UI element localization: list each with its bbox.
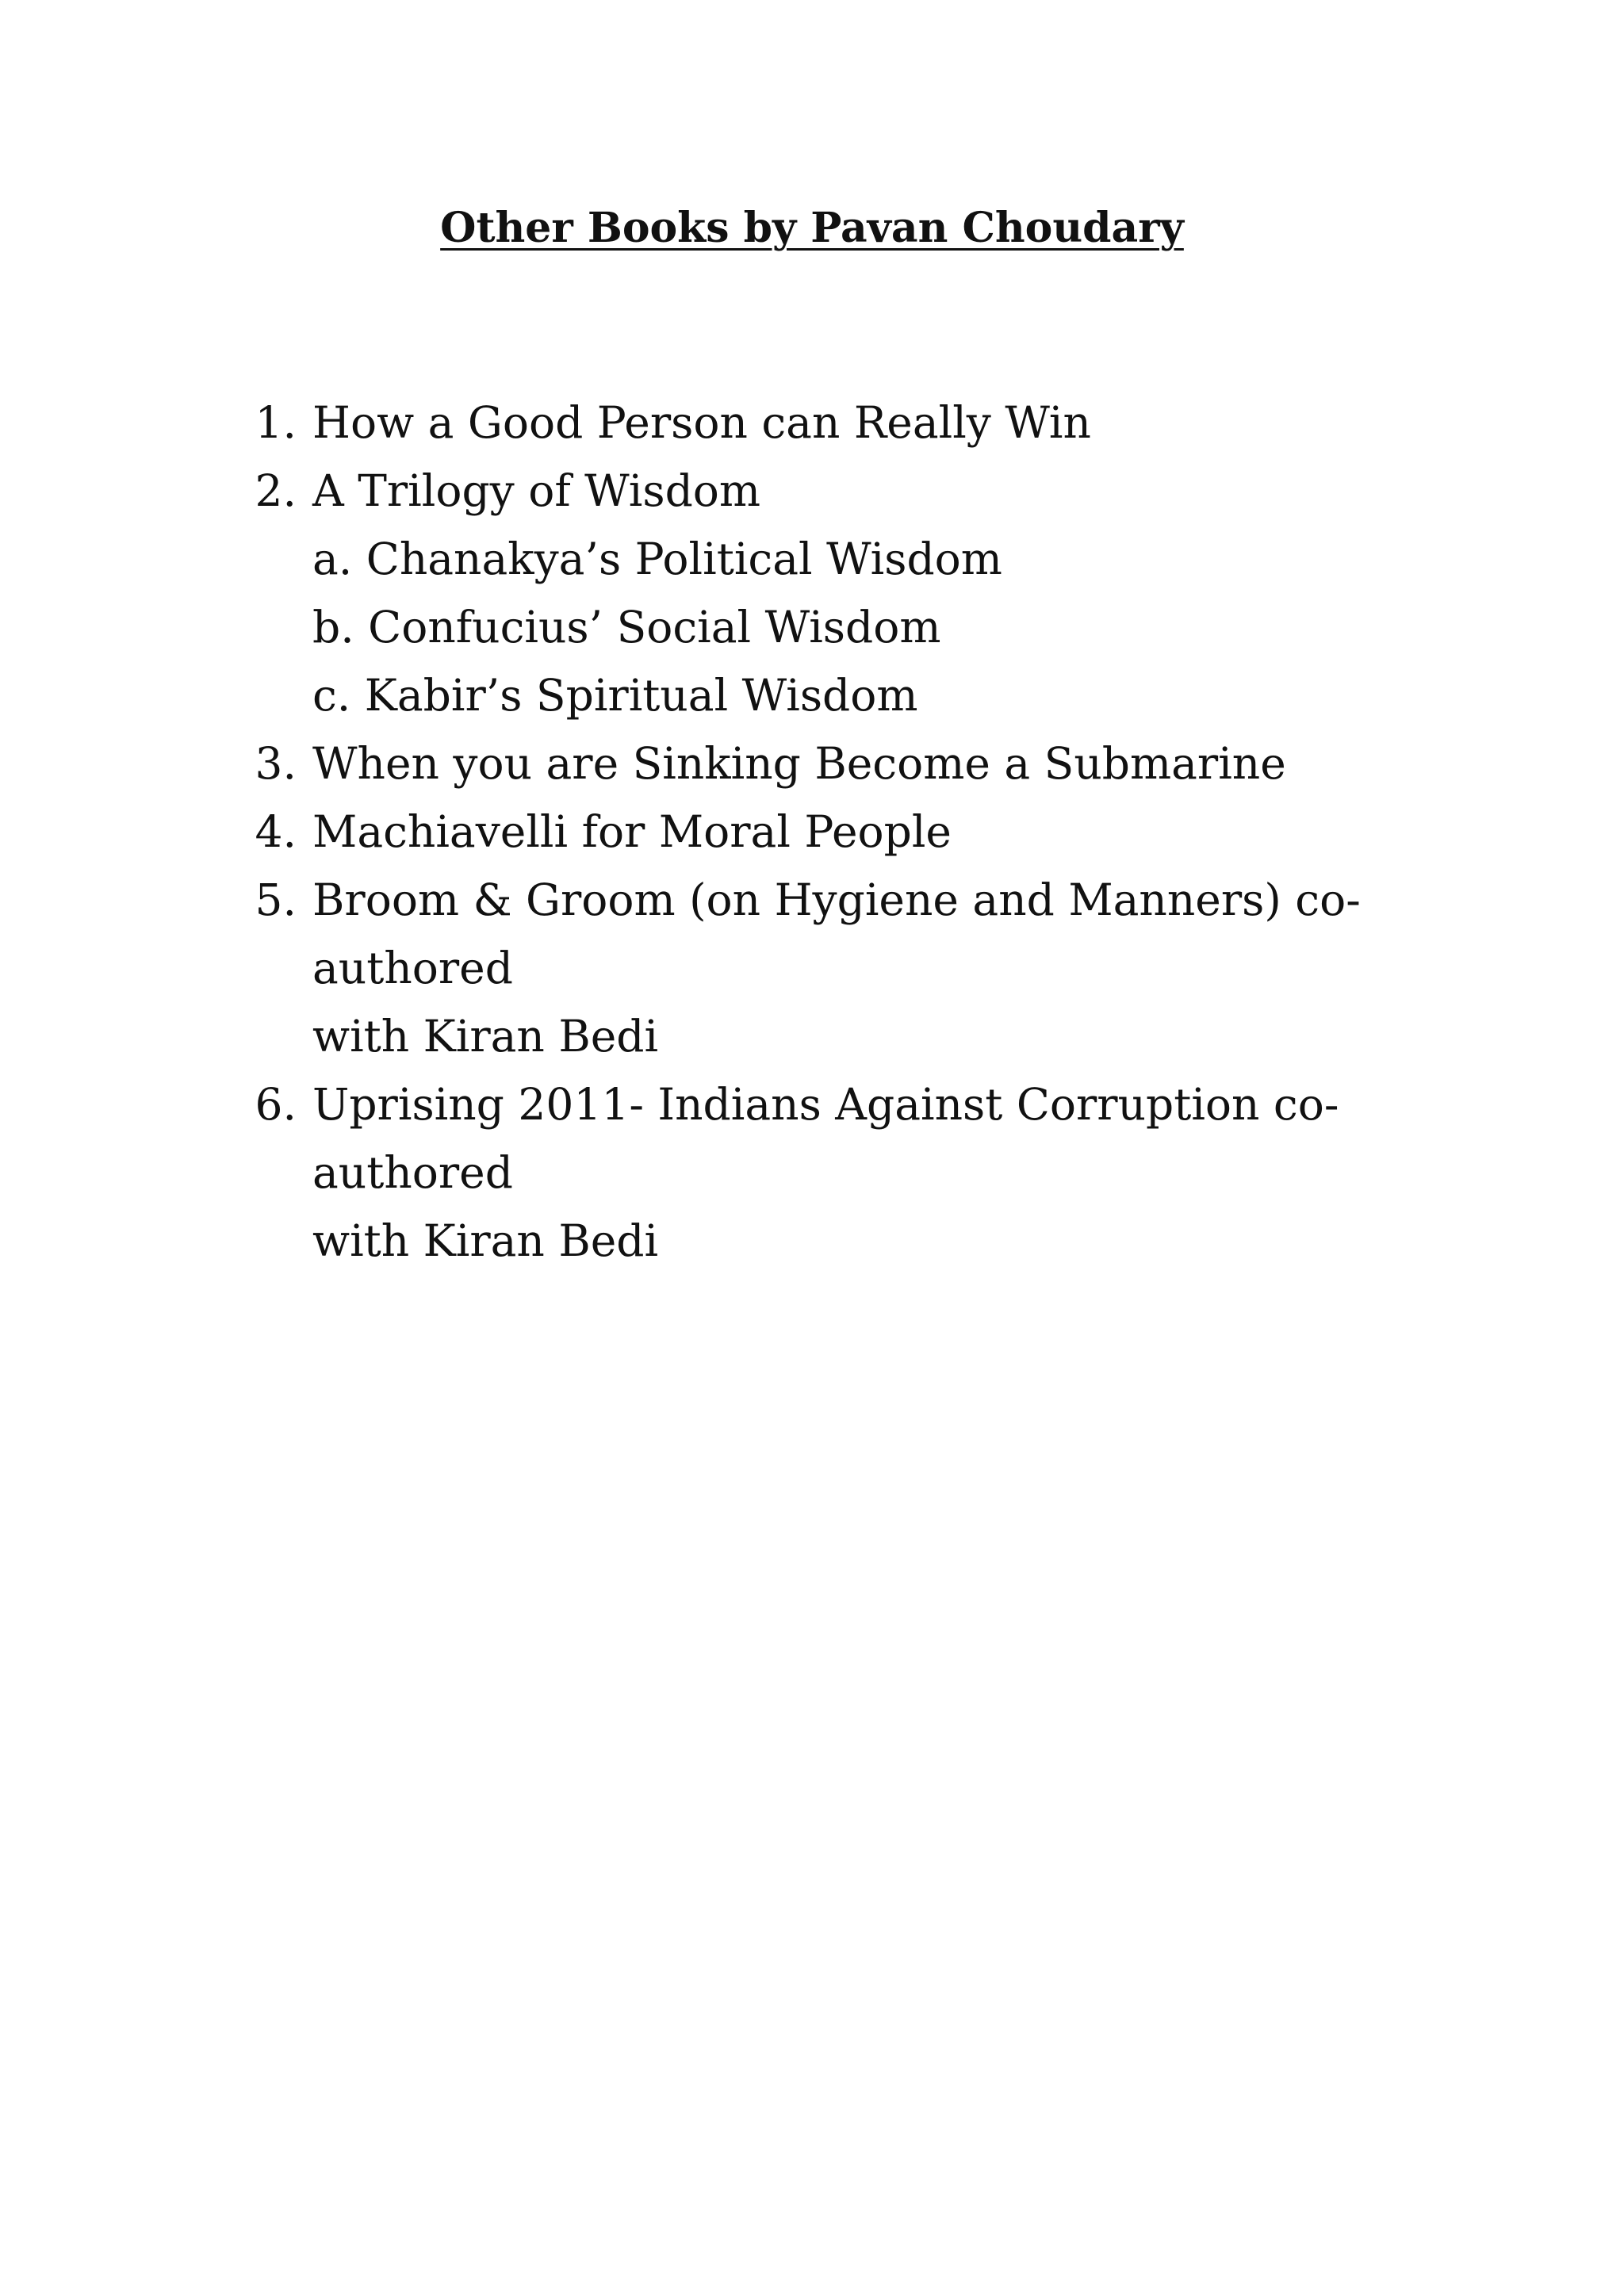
book-title-multiline xyxy=(297,1070,1480,1275)
list-item-4 xyxy=(243,798,1480,866)
book-list xyxy=(243,388,1480,1275)
page-title: Other Books by Pavan Choudary xyxy=(440,204,1184,252)
list-number: 1. xyxy=(255,397,297,448)
list-number: 4. xyxy=(255,806,297,857)
list-number: 5. xyxy=(255,874,297,925)
book-title: How a Good Person can Really Win xyxy=(312,397,1091,448)
list-number: 3. xyxy=(255,738,297,789)
book-title: A Trilogy of Wisdom xyxy=(312,465,761,516)
book-title-line-2: with Kiran Bedi xyxy=(312,1215,659,1266)
sub-item-b: b. Confucius’ Social Wisdom xyxy=(312,602,941,652)
list-item-3 xyxy=(243,729,1480,798)
list-number: 2. xyxy=(255,465,297,516)
book-title-multiline xyxy=(297,866,1480,1070)
book-title-line-1: Uprising 2011- Indians Against Corruption co-authored xyxy=(312,1079,1339,1198)
sub-item-c: c. Kabir’s Spiritual Wisdom xyxy=(312,670,918,721)
book-title: Machiavelli for Moral People xyxy=(312,806,952,857)
list-number: 6. xyxy=(255,1079,297,1130)
sub-item-a: a. Chanakya’s Political Wisdom xyxy=(312,534,1002,584)
list-item-5 xyxy=(243,866,1480,1070)
list-item-2 xyxy=(243,457,1480,525)
list-item-1 xyxy=(243,388,1480,457)
book-title: When you are Sinking Become a Submarine xyxy=(312,738,1286,789)
book-title-line-2: with Kiran Bedi xyxy=(312,1011,659,1062)
list-item-6 xyxy=(243,1070,1480,1275)
book-title-line-1: Broom & Groom (on Hygiene and Manners) co-authored xyxy=(312,874,1361,993)
